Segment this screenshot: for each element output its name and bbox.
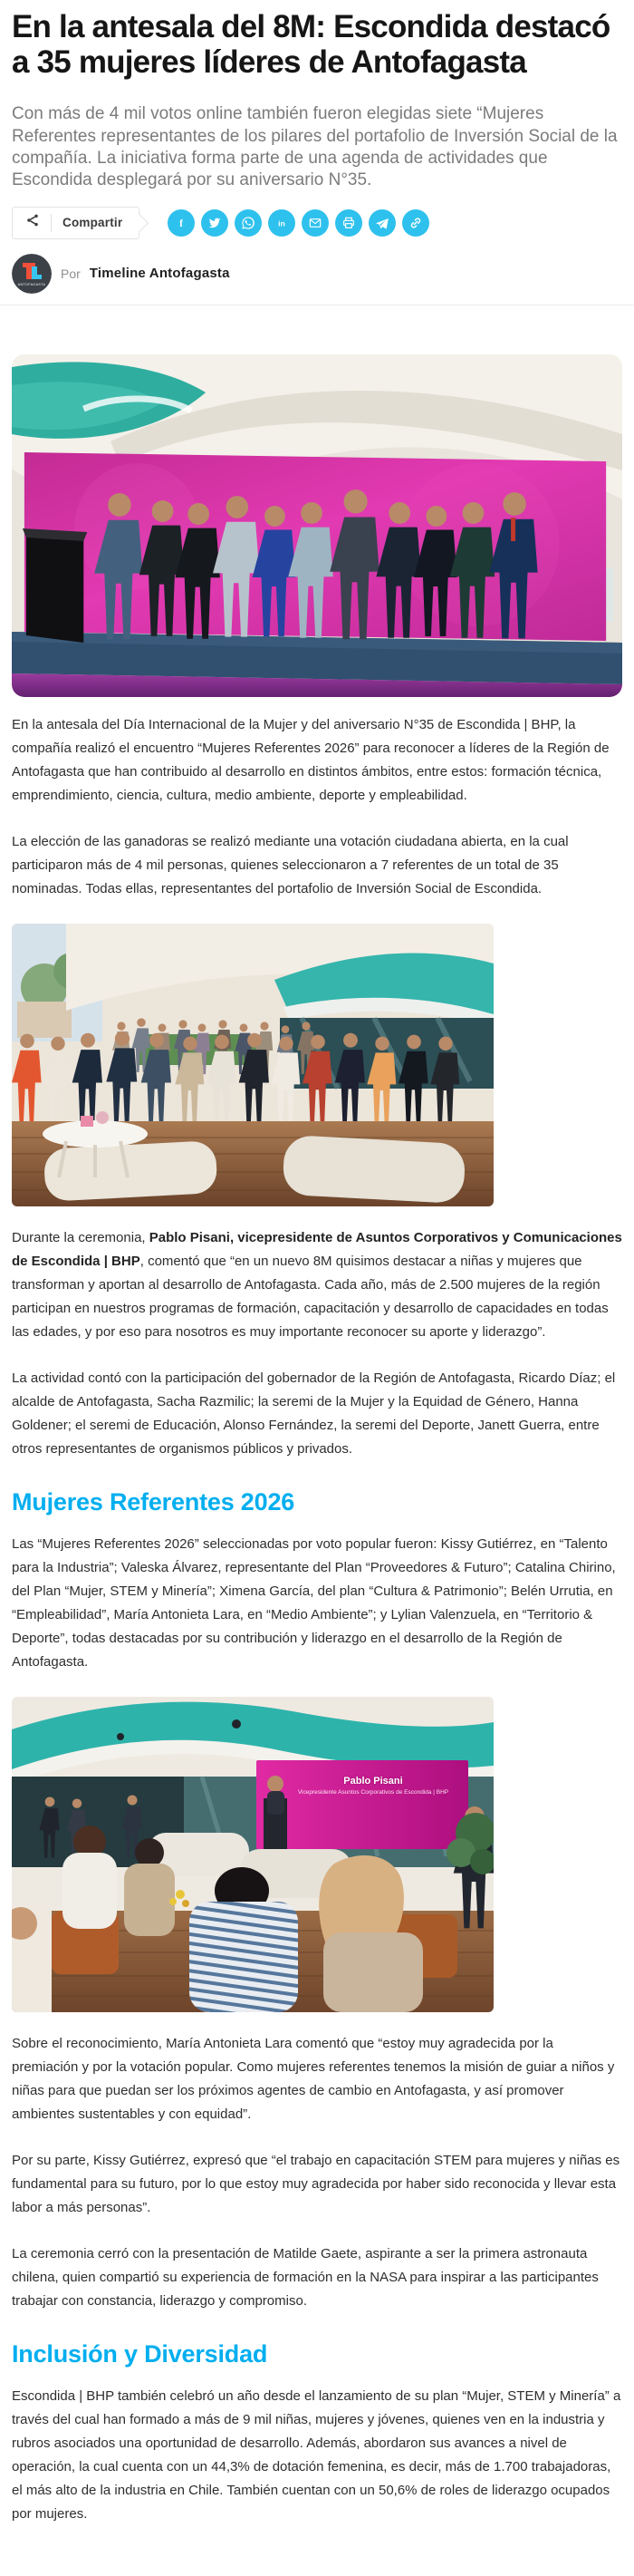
share-whatsapp-button[interactable] [235, 209, 262, 237]
article-image-3 [12, 1697, 494, 2012]
byline-prefix: Por [61, 266, 81, 281]
share-link-button[interactable] [402, 209, 429, 237]
paragraph-2: La elección de las ganadoras se realizó mediante una votación ciudadana abierta, en la cual participaron más de 4 mil personas, quienes seleccionaron a 7 referentes de un total de 35 nominadas. Todas ellas, representantes del portafolio de Inversión Social de Escondida. [12, 833, 569, 896]
facebook-icon [174, 216, 188, 230]
author-avatar[interactable] [12, 254, 52, 294]
email-icon [308, 216, 322, 230]
share-label: Compartir [62, 216, 123, 230]
author-link[interactable]: Timeline Antofagasta [89, 266, 230, 282]
linkedin-icon [274, 216, 289, 230]
article-body [12, 354, 622, 2526]
paragraph-6: Sobre el reconocimiento, María Antonieta Lara comentó que “estoy muy agradecida por la premiación y por la votación popular. Como mujeres referentes tenemos la misión de guiar a niños y niñas para que puedan ser los próximos agentes de cambio en Antofagasta, y así promover ambientes sustentables y con equidad”. [12, 2035, 615, 2122]
paragraph-8: La ceremonia cerró con la presentación de Matilde Gaete, aspirante a ser la primera astronauta chilena, quien compartió su experiencia de formación en la NASA para inspirar a las participantes trabajar con constancia, liderazgo y compromiso. [12, 2245, 599, 2309]
twitter-icon [207, 216, 222, 230]
article-lede: Con más de 4 mil votos online también fueron elegidas siete “Mujeres Referentes representantes de los pilares del portafolio de Inversión Social de la compañía. La iniciativa forma parte de una agenda de actividades que Escondida desplegará por su aniversario N°35. [12, 104, 618, 190]
paragraph-7: Por su parte, Kissy Gutiérrez, expresó que “el trabajo en capacitación STEM para mujeres y niñas es fundamental para su futuro, por lo que estoy muy agradecida por haber sido reconocida y llevar esta labor a más personas”. [12, 2152, 620, 2215]
article-image-1 [12, 354, 622, 697]
screen-speaker-role: Vicepresidente Asuntos Corporativos de Escondida | BHP [297, 1788, 449, 1796]
screen-speaker-name: Pablo Pisani [343, 1775, 403, 1787]
share-print-button[interactable] [335, 209, 362, 237]
byline [12, 254, 622, 294]
paragraph-3: Durante la ceremonia, Pablo Pisani, vicepresidente de Asuntos Corporativos y Comunicaciones de Escondida | BHP, comentó que “en un nuevo 8M quisimos destacar a niñas y mujeres que transforman y aportan al desarrollo de Antofagasta. Cada año, más de 2.500 mujeres de la región participan en nuestros programas de formación, capacitación y desarrollo de capacidades en todas las edades, y por eso para nosotros es muy importante reconocer su aporte y liderazgo”. [12, 1229, 622, 1340]
news-article [12, 9, 622, 2526]
share-telegram-button[interactable] [369, 209, 396, 237]
paragraph-9: Escondida | BHP también celebró un año desde el lanzamiento de su plan “Mujer, STEM y Minería” a través del cual han formado a más de 9 mil niñas, mujeres y jóvenes, quienes ven en la industria y rubros asociados una oportunidad de desarrollo. Además, abordaron sus avances a nivel de operación, la cual cuenta con un 44,3% de dotación femenina, es decir, más de 1.700 trabajadoras, el más alto de la industria en Chile. También cuentan con un 50,6% de roles de liderazgo ocupados por mujeres. [12, 2387, 621, 2522]
article-title: En la antesala del 8M: Escondida destacó a 35 mujeres líderes de Antofagasta [12, 9, 610, 81]
section-heading-mujeres: Mujeres Referentes 2026 [12, 1487, 295, 1516]
chip-arrow [130, 213, 149, 232]
share-linkedin-button[interactable] [268, 209, 295, 237]
telegram-icon [375, 216, 389, 230]
svg-text:f: f [179, 218, 184, 229]
svg-text:in: in [278, 218, 286, 228]
paragraph-5: Las “Mujeres Referentes 2026” seleccionadas por voto popular fueron: Kissy Gutiérrez, en “Talento para la Industria”; Valeska Álvarez, representante del Plan “Proveedores & Futuro”; Catalina Chirino, del Plan “Mujer, STEM y Minería”; Ximena García, del plan “Cultura & Patrimonio”; Belén Urrutia, en “Empleabilidad”, María Antonieta Lara, en “Medio Ambiente”; y Lylian Valenzuela, en “Territorio & Deporte”, todas destacadas por su contribución y liderazgo en el desarrollo de la Región de Antofagasta. [12, 1535, 616, 1670]
paragraph-1: En la antesala del Día Internacional de la Mujer y del aniversario N°35 de Escondida | BHP, la compañía realizó el encuentro “Mujeres Referentes 2026” para reconocer a líderes de la Región de Antofagasta que han contribuido al desarrollo en distintos ámbitos, entre estos: formación técnica, emprendimiento, ciencia, cultura, medio ambiente, deporte y empleabilidad. [12, 716, 610, 803]
svg-text:ANTOFAGASTA: ANTOFAGASTA [17, 282, 46, 286]
share-facebook-button[interactable] [168, 209, 195, 237]
share-email-button[interactable] [302, 209, 329, 237]
share-button[interactable] [12, 207, 139, 239]
share-bar [12, 205, 622, 241]
share-twitter-button[interactable] [201, 209, 228, 237]
article-image-2 [12, 924, 494, 1206]
link-icon [408, 216, 423, 230]
share-icon [25, 213, 40, 232]
chip-divider [51, 214, 52, 232]
section-heading-inclusion: Inclusión y Diversidad [12, 2339, 268, 2368]
paragraph-4: La actividad contó con la participación del gobernador de la Región de Antofagasta, Ricardo Díaz; el alcalde de Antofagasta, Sacha Razmilic; la seremi de la Mujer y la Equidad de Género, Hanna Goldener; el seremi de Educación, Alonso Fernández, la seremi del Deporte, Janett Guerra, entre otros representantes de organismos públicos y privados. [12, 1370, 616, 1457]
whatsapp-icon [241, 216, 255, 230]
print-icon [341, 216, 356, 230]
